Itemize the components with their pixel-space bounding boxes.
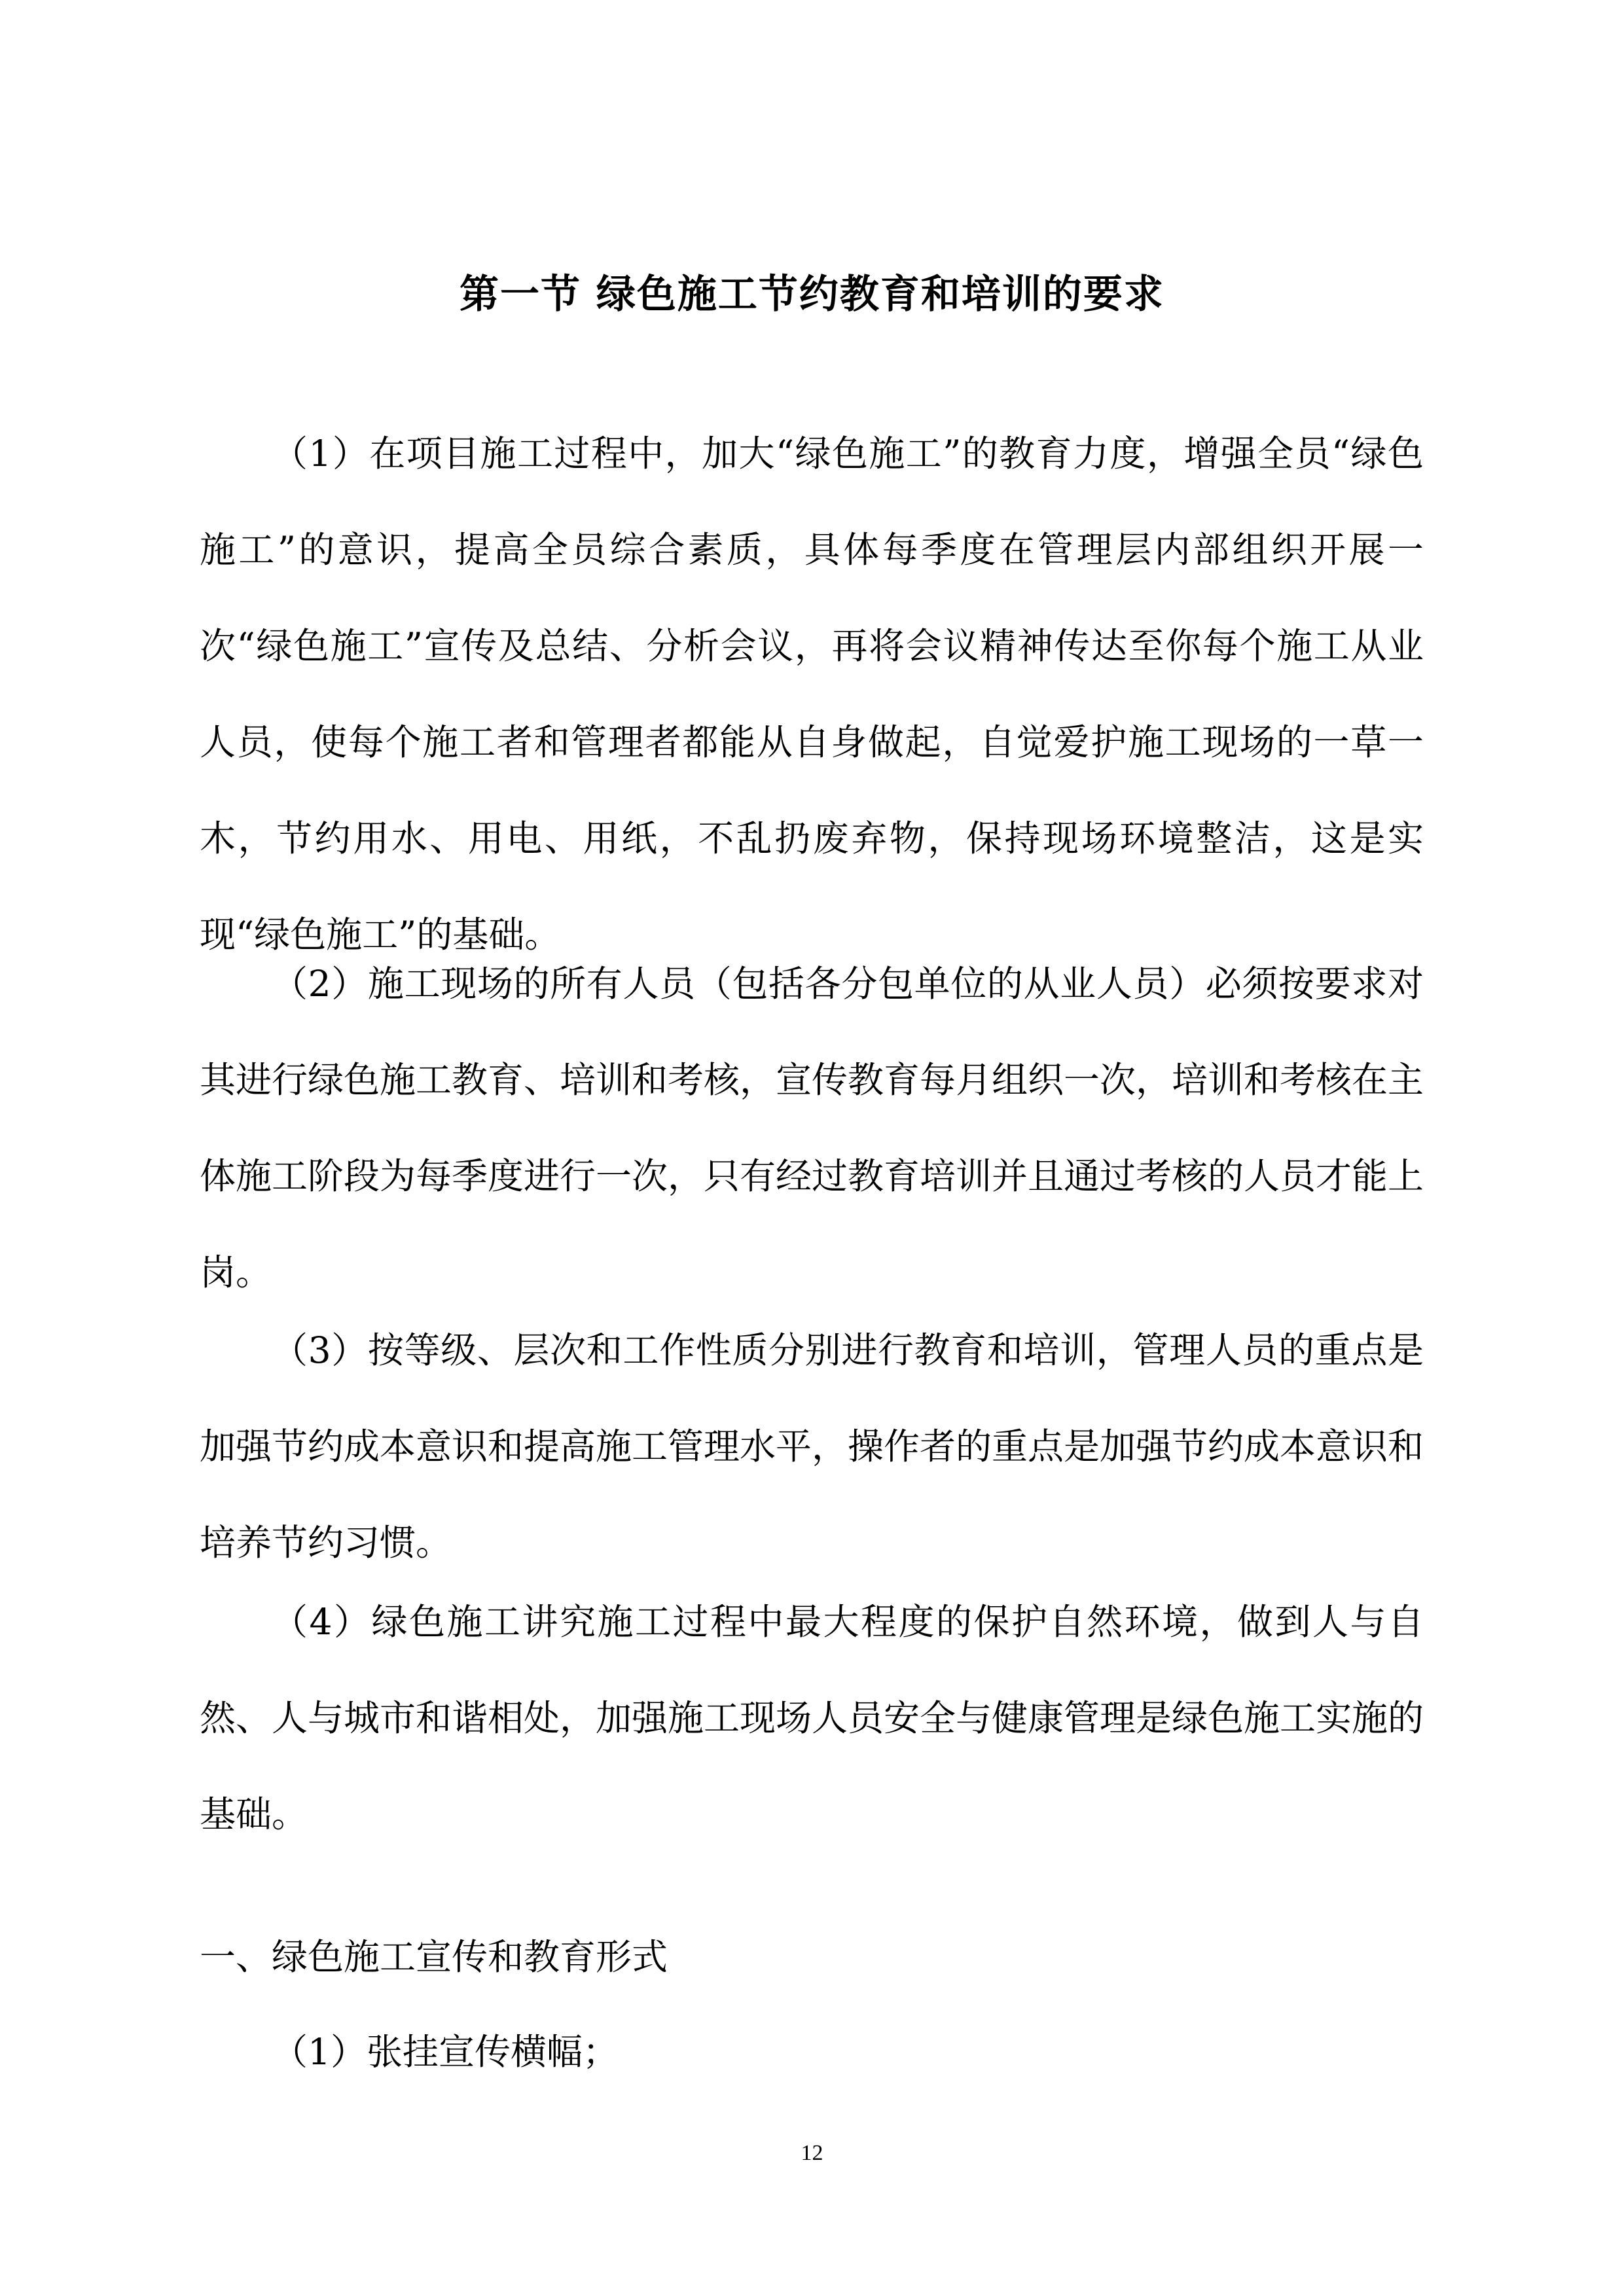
paragraph-2: （2）施工现场的所有人员（包括各分包单位的从业人员）必须按要求对其进行绿色施工教育、培训和考核，宣传教育每月组织一次，培训和考核在主体施工阶段为每季度进行一次，只有经过教育培训并且通过考核的人员才能上岗。 <box>200 963 1424 1293</box>
paragraph-3: （3）按等级、层次和工作性质分别进行教育和培训，管理人员的重点是加强节约成本意识和提高施工管理水平，操作者的重点是加强节约成本意识和培养节约习惯。 <box>200 1329 1424 1564</box>
list-item: （1）张挂宣传横幅； <box>272 2031 619 2073</box>
paragraph-1: （1）在项目施工过程中，加大“绿色施工”的教育力度，增强全员“绿色施工”的意识，提高全员综合素质，具体每季度在管理层内部组织开展一次“绿色施工”宣传及总结、分析会议，再将会议精神传达至你每个施工从业人员，使每个施工者和管理者都能从自身做起，自觉爱护施工现场的一草一木，节约用水、用电、用纸，不乱扔废弃物，保持现场环境整洁，这是实现“绿色施工”的基础。 <box>200 433 1424 956</box>
subsection-heading: 一、绿色施工宣传和教育形式 <box>200 1936 668 1978</box>
paragraph-4: （4）绿色施工讲究施工过程中最大程度的保护自然环境，做到人与自然、人与城市和谐相处，加强施工现场人员安全与健康管理是绿色施工实施的基础。 <box>200 1601 1424 1835</box>
section-title: 第一节 绿色施工节约教育和培训的要求 <box>460 272 1164 317</box>
page-number: 12 <box>801 2141 823 2165</box>
